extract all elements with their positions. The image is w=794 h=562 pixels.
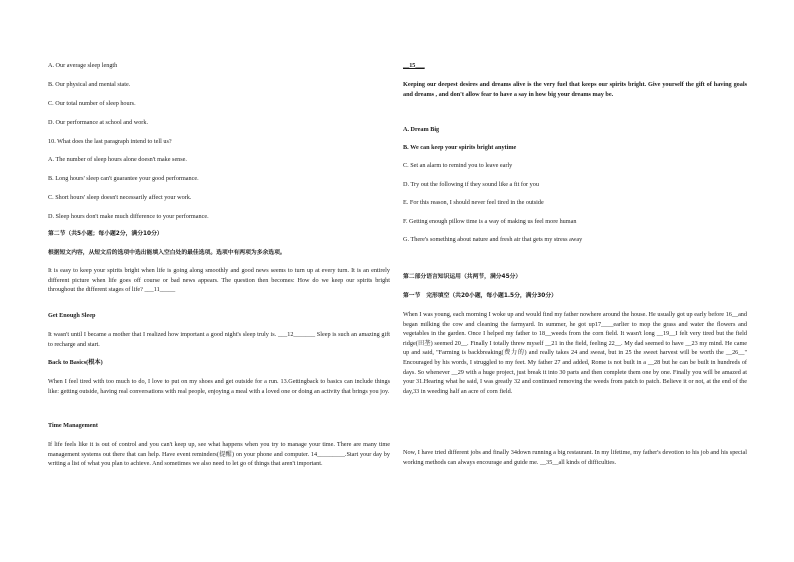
heading-sleep: Get Enough Sleep: [48, 312, 96, 319]
dream-paragraph: Keeping our deepest desires and dreams alive is the very fuel that keeps our spirits bright. Give yourself the gift of having goals and dreams , and don't allow fear to have a say in how big your dreams may be.: [403, 81, 747, 98]
option-b: B. Our physical and mental state.: [48, 81, 131, 88]
option-f: F. Getting enough pillow time is a way of making us feel more human: [403, 218, 577, 225]
section2-instructions: 根据短文内容，从短文后的选项中选出能填入空白处的最佳选项。选项中有两项为多余选项。: [48, 250, 286, 256]
paragraph-time: If life feels like it is out of control and you can't keep up, see what happens when you try to manage your time. There are many time management systems out there that can help. Have event reminders(提醒) on your phone and computer. 14_________.Start your day by writing a list of what you plan to achieve. And sometimes we also need to let go of things that aren't important.: [48, 441, 390, 468]
q10-option-b: B. Long hours' sleep can't guarantee your good performance.: [48, 175, 199, 182]
paragraph-basics: When I feel tired with too much to do, I love to put on my shoes and get outside for a run. 13.Gettingback to basics can include things like: getting outside, having real conversations with real people, enjoying a meal with a loved one or doing an activity that brings you joy.: [48, 378, 390, 395]
option-b: B. We can keep your spirits bright anytime: [403, 144, 517, 151]
option-c: C. Our total number of sleep hours.: [48, 100, 136, 107]
section2-heading: 第二节（共5小题；每小题2分，满分10分）: [48, 231, 163, 237]
q10-option-a: A. The number of sleep hours alone doesn't make sense.: [48, 156, 187, 163]
part2-heading: 第二部分语言知识运用（共两节，满分45分）: [403, 274, 522, 280]
option-a: A. Our average sleep length: [48, 62, 118, 69]
question-10: 10. What does the last paragraph intend to tell us?: [48, 138, 172, 145]
option-g: G. There's something about nature and fresh air that gets my stress away: [403, 236, 583, 243]
heading-time: Time Management: [48, 422, 98, 429]
paragraph-sleep: It wasn't until I became a mother that I realized how important a good night's sleep truly is. ___12_______ Sleep is such an amazing gift to recharge and start.: [48, 331, 390, 348]
paragraph-intro: It is easy to keep your spirits bright when life is going along smoothly and good news seems to turn up at every turn. It is an entirely different picture when life goes off course or bad news appears. The question then becomes: How do we keep our spirits bright throughout the different stages of life? ___11_____: [48, 267, 390, 294]
option-e: E. For this reason, I should never feel tired in the outside: [403, 199, 544, 206]
cloze-paragraph-2: Now, I have tried different jobs and finally 34down running a big restaurant. In my lifetime, my father's devotion to his job and his special working methods can always encourage and guide me. __35__all kinds of difficulties.: [403, 449, 747, 466]
cloze-paragraph-1: When I was young, each morning I woke up and would find my father nowhere around the house. He usually got up early before 16__and began milking the cow and cleaning the farmyard. In summer, he got up17____earlier to mop the grass and water the flowers and vegetables in the garden. Once I helped my father to 18__weeds from the corn field. It wasn't long __19__I felt very tired but the field ridge(田垄) seemed 20__. Finally I totally threw myself __21 in the field, feeling 22__. My dad seemed to have __23 my mind. He came up and said, "Farming is backbreaking(费力的) and really takes 24 and sweat, but in 25 the sweet harvest will be worth the __26__" Encouraged by his words, I struggled to my feet. My father 27 and added, Rome is not built in a __28 but he can be built in hundreds of days. So whenever __29 with a huge project, just break it into 30 parts and then complete them one by one. Finally you will be amazed at your 31.Hearing what he said, I was greatly 32 and continued removing the weeds from patch to patch. Believe it or not, at the end of the day,33 in weeding half an acre of corn field.: [403, 311, 747, 395]
option-a: A. Dream Big: [403, 126, 440, 133]
option-c: C. Set an alarm to remind you to leave early: [403, 162, 513, 169]
option-d: D. Try out the following if they sound like a fit for you: [403, 181, 539, 188]
q10-option-c: C. Short hours' sleep doesn't necessarily affect your work.: [48, 194, 192, 201]
blank-15: __15___: [403, 62, 425, 69]
option-d: D. Our performance at school and work.: [48, 119, 148, 126]
heading-basics: Back to Basics(根本): [48, 359, 103, 366]
section1-heading: 第一节 完形填空（共20小题，每小题1.5分，满分30分）: [403, 293, 557, 299]
q10-option-d: D. Sleep hours don't make much difference to your performance.: [48, 213, 209, 220]
